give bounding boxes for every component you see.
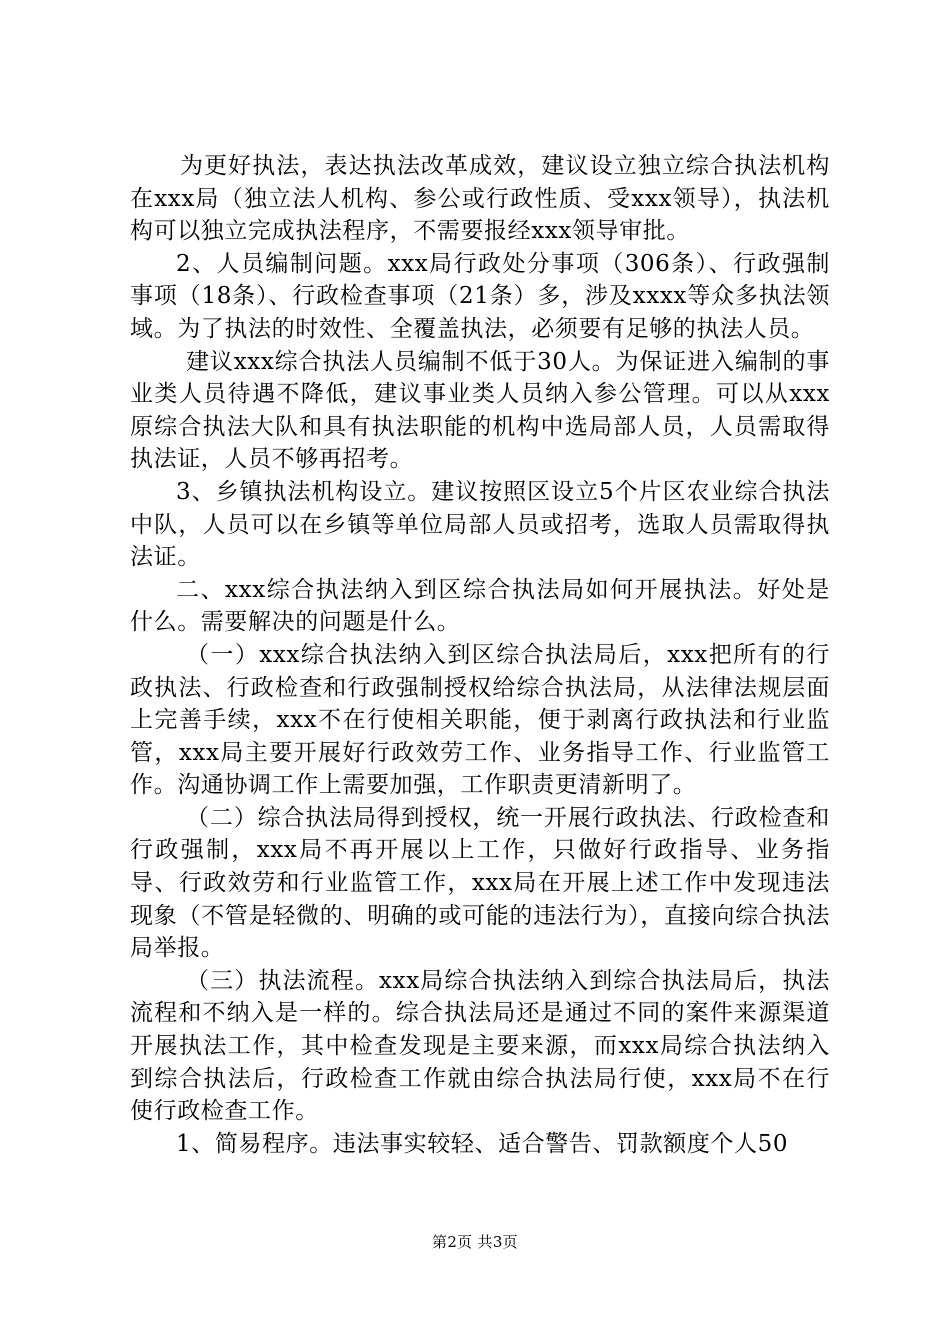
paragraph-staffing-proposal: 建议xxx综合执法人员编制不低于30人。为保证进入编制的事业类人员待遇不降低，建议事业类人员纳入参公管理。可以从xxx原综合执法大队和具有执法职能的机构中选局部人员，人员需取得执法证，人员不够再招考。: [130, 348, 830, 473]
paragraph-staffing-issue: 2、人员编制问题。xxx局行政处分事项（306条）、行政强制事项（18条）、行政检查事项（21条）多，涉及xxxx等众多执法领域。为了执法的时效性、全覆盖执法，必须要有足够的执法人员。: [130, 250, 830, 342]
paragraph-independent-agency: 为更好执法，表达执法改革成效，建议设立独立综合执法机构在xxx局（独立法人机构、参公或行政性质、受xxx领导），执法机构可以独立完成执法程序，不需要报经xxx领导审批。: [130, 153, 830, 245]
section-heading-two: 二、xxx综合执法纳入到区综合执法局如何开展执法。好处是什么。需要解决的问题是什么。: [130, 576, 830, 636]
paragraph-item-three: （三）执法流程。xxx局综合执法纳入到综合执法局后，执法流程和不纳入是一样的。综合执法局还是通过不同的案件来源渠道开展执法工作，其中检查发现是主要来源，而xxx局综合执法纳入到综合执法后，行政检查工作就由综合执法局行使，xxx局不在行使行政检查工作。: [130, 967, 830, 1125]
page-footer: 第2页 共3页: [432, 1233, 518, 1251]
paragraph-item-one: （一）xxx综合执法纳入到区综合执法局后，xxx把所有的行政执法、行政检查和行政强制授权给综合执法局，从法律法规层面上完善手续，xxx不在行使相关职能，便于剥离行政执法和行业监管，xxx局主要开展好行政效劳工作、业务指导工作、行业监管工作。沟通协调工作上需要加强，工作职责更清新明了。: [130, 641, 830, 799]
paragraph-item-two: （二）综合执法局得到授权，统一开展行政执法、行政检查和行政强制，xxx局不再开展以上工作，只做好行政指导、业务指导、行政效劳和行业监管工作，xxx局在开展上述工作中发现违法现象（不管是轻微的、明确的或可能的违法行为），直接向综合执法局举报。: [130, 804, 830, 962]
paragraph-township-agencies: 3、乡镇执法机构设立。建议按照区设立5个片区农业综合执法中队，人员可以在乡镇等单位局部人员或招考，选取人员需取得执法证。: [130, 478, 830, 571]
document-body: [130, 150, 830, 1160]
paragraph-simple-procedure: 1、简易程序。违法事实较轻、适合警告、罚款额度个人50: [176, 1130, 789, 1157]
